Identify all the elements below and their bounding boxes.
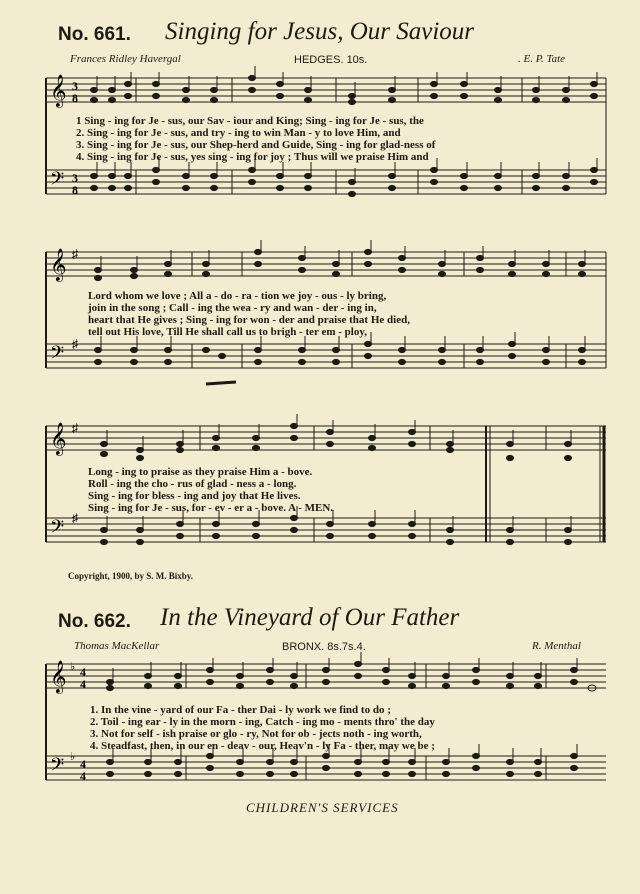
hymn-number: No. 662. <box>58 611 131 632</box>
svg-text:♯: ♯ <box>72 337 78 351</box>
lyric-line: 4. Steadfast, then, in our en - deav - our, Heav'n - ly Fa - ther, may we be ; <box>90 740 435 752</box>
copyright: Copyright, 1900, by S. M. Bixby. <box>68 571 194 581</box>
svg-text:𝄢: 𝄢 <box>50 754 65 779</box>
svg-text:𝄢: 𝄢 <box>50 516 65 541</box>
lyric-line: join in the song ; Call - ing the wea - ry and wan - der - ing in, <box>88 302 377 314</box>
lyric-line: 3. Sing - ing for Je - sus, our Shep-herd and Guide, Sing - ing for glad-ness of <box>76 139 436 151</box>
svg-text:4: 4 <box>80 769 86 783</box>
svg-text:♯: ♯ <box>72 247 78 261</box>
lyric-line: Long - ing to praise as they praise Him a - bove. <box>88 466 313 478</box>
author: Thomas MacKellar <box>74 640 160 652</box>
svg-text:3: 3 <box>72 171 78 185</box>
lyric-line: heart that He gives ; Sing - ing for won - der and praise that He died, <box>88 314 410 326</box>
composer: R. Menthal <box>532 640 581 652</box>
svg-text:𝄞: 𝄞 <box>50 76 67 107</box>
hymn-number: No. 661. <box>58 24 131 45</box>
lyric-line: 2. Sing - ing for Je - sus, and try - ing to win Man - y to love Him, and <box>76 127 401 139</box>
page-footer: CHILDREN'S SERVICES <box>246 800 399 815</box>
svg-text:𝄢: 𝄢 <box>50 168 65 193</box>
svg-text:♯: ♯ <box>72 421 78 435</box>
lyric-line: 4. Sing - ing for Je - sus, yes sing - ing for joy ; Thus will we praise Him and <box>76 151 429 163</box>
lyric-line: tell out His love, Till He shall call us to brigh - ter em - ploy, <box>88 326 367 338</box>
lyric-line: 2. Toil - ing ear - ly in the morn - ing, Catch - ing mo - ments thro' the day <box>90 716 435 728</box>
lyric-line: Sing - ing for Je - sus, for - ev - er a - bove. A - MEN. <box>88 502 334 514</box>
svg-text:𝄞: 𝄞 <box>50 250 67 281</box>
svg-text:♯: ♯ <box>72 511 78 525</box>
svg-text:𝄞: 𝄞 <box>50 424 67 455</box>
svg-text:4: 4 <box>80 677 86 691</box>
svg-text:4: 4 <box>80 665 86 679</box>
svg-text:𝄢: 𝄢 <box>50 342 65 367</box>
tune-name: HEDGES. 10s. <box>294 54 368 66</box>
svg-text:3: 3 <box>72 79 78 93</box>
lyric-line: 1 Sing - ing for Je - sus, our Sav - iour and King; Sing - ing for Je - sus, the <box>76 115 424 127</box>
svg-text:𝄞: 𝄞 <box>50 662 67 693</box>
hymn-title: Singing for Jesus, Our Saviour <box>165 18 475 45</box>
lyric-line: 3. Not for self - ish praise or glo - ry, Not for ob - jects noth - ing worth, <box>90 728 422 740</box>
tune-name: BRONX. 8s.7s.4. <box>282 641 366 653</box>
hymn-title: In the Vineyard of Our Father <box>160 604 460 631</box>
composer: . E. P. Tate <box>518 53 566 65</box>
svg-text:8: 8 <box>72 183 78 197</box>
author: Frances Ridley Havergal <box>70 53 181 65</box>
svg-text:4: 4 <box>80 757 86 771</box>
svg-text:♭: ♭ <box>70 661 76 673</box>
lyric-line: 1. In the vine - yard of our Fa - ther Dai - ly work we find to do ; <box>90 704 391 716</box>
lyric-line: Lord whom we love ; All a - do - ra - tion we joy - ous - ly bring, <box>88 290 387 302</box>
svg-text:8: 8 <box>72 91 78 105</box>
svg-text:♭: ♭ <box>70 751 76 763</box>
lyric-line: Roll - ing the cho - rus of glad - ness a - long. <box>88 478 297 490</box>
lyric-line: Sing - ing for bless - ing and joy that He lives. <box>88 490 301 502</box>
